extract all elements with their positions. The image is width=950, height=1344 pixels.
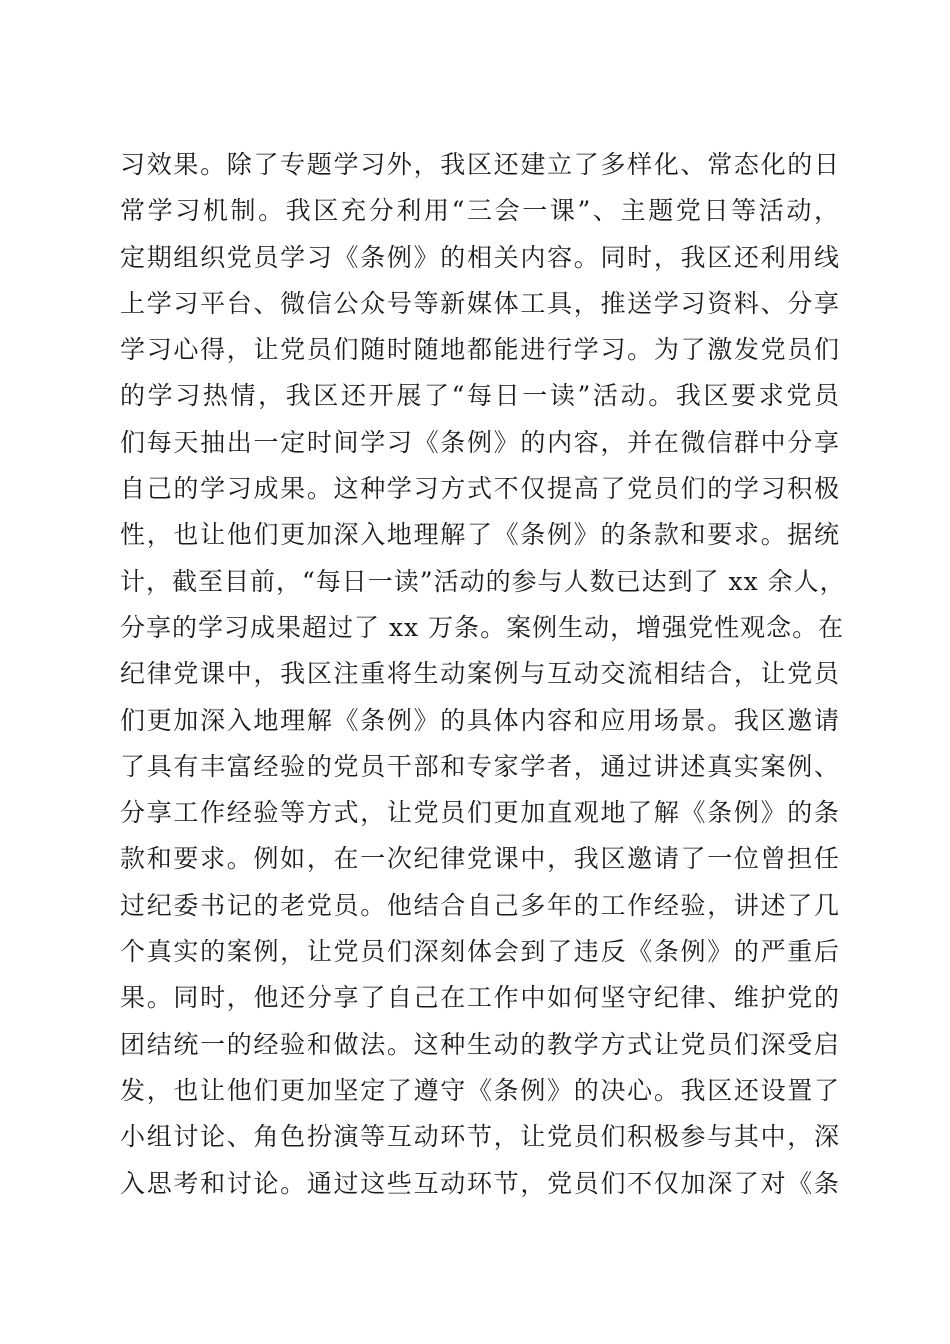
- text-line-4: 上学习平台、微信公众号等新媒体工具，推送学习资料、分享: [120, 288, 840, 318]
- text-line-22: 小组讨论、角色扮演等互动环节，让党员们积极参与其中，深: [120, 1122, 840, 1152]
- text-line-1: 习效果。除了专题学习外，我区还建立了多样化、常态化的日: [120, 150, 840, 179]
- text-line-3: 定期组织党员学习《条例》的相关内容。同时，我区还利用线: [120, 242, 840, 272]
- text-line-20: 团结统一的经验和做法。这种生动的教学方式让党员们深受启: [120, 1029, 840, 1059]
- text-line-17: 过纪委书记的老党员。他结合自己多年的工作经验，讲述了几: [120, 890, 840, 920]
- text-line-7: 们每天抽出一定时间学习《条例》的内容，并在微信群中分享: [120, 427, 840, 457]
- text-line-12: 纪律党课中，我区注重将生动案例与互动交流相结合，让党员: [120, 659, 840, 689]
- text-line-2: 常学习机制。我区充分利用“三会一课”、主题党日等活动，: [120, 196, 840, 226]
- text-line-9: 性，也让他们更加深入地理解了《条例》的条款和要求。据统: [120, 520, 840, 550]
- text-line-8: 自己的学习成果。这种学习方式不仅提高了党员们的学习积极: [120, 474, 840, 504]
- text-line-6: 的学习热情，我区还开展了“每日一读”活动。我区要求党员: [120, 381, 840, 411]
- text-line-14: 了具有丰富经验的党员干部和专家学者，通过讲述真实案例、: [120, 751, 840, 781]
- text-line-5: 学习心得，让党员们随时随地都能进行学习。为了激发党员们: [120, 335, 840, 365]
- text-line-10: 计，截至目前，“每日一读”活动的参与人数已达到了 xx 余人，: [120, 566, 846, 596]
- text-line-15: 分享工作经验等方式，让党员们更加直观地了解《条例》的条: [120, 798, 840, 828]
- text-line-23: 入思考和讨论。通过这些互动环节，党员们不仅加深了对《条: [120, 1168, 840, 1198]
- body-paragraph: [120, 142, 846, 1207]
- text-line-19: 果。同时，他还分享了自己在工作中如何坚守纪律、维护党的: [120, 983, 840, 1013]
- text-line-18: 个真实的案例，让党员们深刻体会到了违反《条例》的严重后: [120, 937, 840, 967]
- text-line-13: 们更加深入地理解《条例》的具体内容和应用场景。我区邀请: [120, 705, 840, 735]
- text-line-16: 款和要求。例如，在一次纪律党课中，我区邀请了一位曾担任: [120, 844, 840, 874]
- text-line-11: 分享的学习成果超过了 xx 万条。案例生动，增强党性观念。在: [120, 612, 845, 642]
- text-line-21: 发，也让他们更加坚定了遵守《条例》的决心。我区还设置了: [120, 1075, 840, 1105]
